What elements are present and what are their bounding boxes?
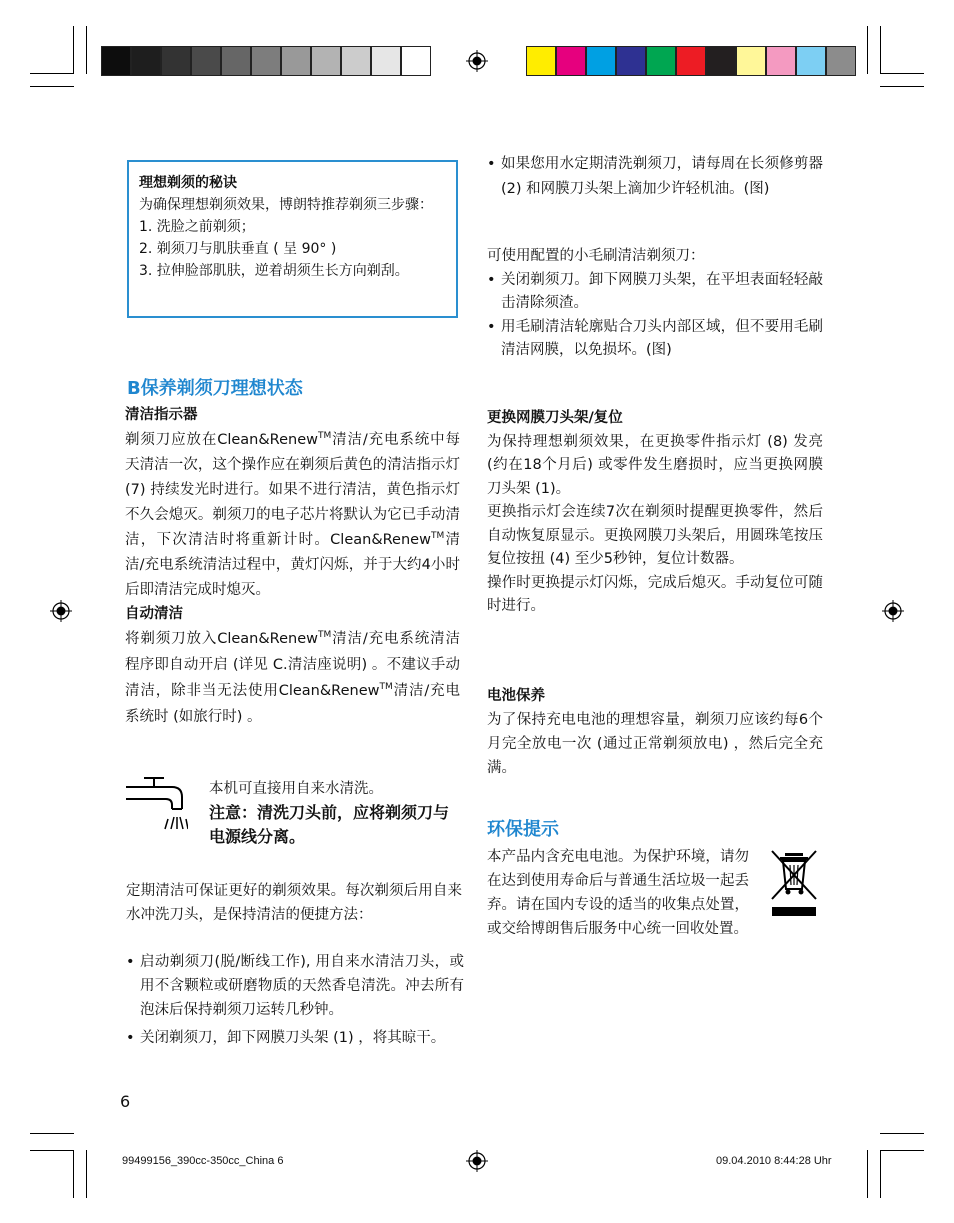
environment-text: 本产品内含充电电池。为保护环境，请勿在达到使用寿命后与普通生活垃圾一起丢弃。请在国内专设的适当的收集点处置，或交给博朗售后服务中心统一回收处置。 [487,849,749,937]
tap-text: 本机可直接用自来水清洗。 [209,781,383,797]
crop-mark [86,1150,87,1198]
color-swatch [131,46,161,76]
brush-intro: 可使用配置的小毛刷清洁剃须刀： [487,248,705,264]
section-heading: 更换网膜刀头架/复位 [487,410,623,426]
color-swatch [586,46,616,76]
crop-mark [86,26,87,74]
color-swatch [281,46,311,76]
color-swatch [556,46,586,76]
paragraph-text: 清洁/充电系统时 (如旅行时) 。 [125,683,460,725]
replace-section [487,407,823,619]
clean-indicator-section [125,404,460,730]
crop-mark [867,1150,868,1198]
water-tap-icon [124,775,188,837]
list-item: • 关闭剃须刀，卸下网膜刀头架 (1) ，将其晾干。 [126,1026,464,1050]
color-swatch [706,46,736,76]
list-item: • 关闭剃须刀。卸下网膜刀头架，在平坦表面轻轻敲击清除须渣。 [487,269,823,316]
crop-mark [73,1150,74,1198]
warning-text: 注意：清洗刀头前，应将剃须刀与电源线分离。 [209,803,450,846]
paragraph-text: 更换指示灯会连续7次在剃须时提醒更换零件，然后自动恢复原显示。更换网膜刀头架后，用圆珠笔按压复位按扭 (4) 至少5秒钟，复位计数器。 [487,504,823,567]
section-title: 环保提示 [487,819,559,840]
brush-section [487,245,823,363]
color-swatch [371,46,401,76]
list-item: • 启动剃须刀(脱/断线工作), 用自来水清洁刀头，或用不含颗粒或研磨物质的天然香皂清洗。冲去所有泡沫后保持剃须刀运转几秒钟。 [126,950,464,1022]
color-swatch [676,46,706,76]
tip-step: 2. 剃须刀与肌肤垂直 ( 呈 90° ) [139,241,337,257]
color-swatch [251,46,281,76]
crop-mark [880,86,924,87]
cleaning-bullet-list [126,950,464,1050]
paragraph-text: 为保持理想剃须效果，在更换零件指示灯 (8) 发亮 (约在18个月后) 或零件发生磨损时，应当更换网膜刀头架 (1)。 [487,433,823,497]
trademark: TM [430,530,445,541]
color-swatch [161,46,191,76]
section-heading: 自动清洁 [125,605,183,622]
color-swatch [191,46,221,76]
color-swatch [101,46,131,76]
crop-mark [30,73,74,74]
list-item: • 用毛刷清洁轮廓贴合刀头内部区域，但不要用毛刷清洁网膜，以免损坏。(图) [487,316,823,363]
section-heading: 电池保养 [487,688,545,704]
registration-mark-icon [882,600,904,622]
crop-mark [880,1150,881,1198]
crop-mark [30,86,74,87]
footer-file-info: 99499156_390cc-350cc_China 6 [122,1155,284,1167]
crop-mark [880,1133,924,1134]
page-number: 6 [120,1092,131,1111]
crop-mark [30,1150,74,1151]
section-title: B保养剃须刀理想状态 [127,378,303,399]
color-swatch [221,46,251,76]
paragraph-text: 操作时更换提示灯闪烁，完成后熄灭。手动复位可随时进行。 [487,574,823,614]
trademark: TM [379,682,393,693]
color-swatch [341,46,371,76]
paragraph-text: 清洁/充电系统清洁程序即自动开启 (详见 C.清洁座说明) 。不建议手动清洁，除非当无法使用Clean&Renew [125,631,460,699]
paragraph-text: 清洁/充电系统中每天清洁一次，这个操作应在剃须后黄色的清洁指示灯 (7) 持续发光时进行。如果不进行清洁，黄色指示灯不久会熄灭。剃须刀的电子芯片将默认为它已手动清洁，下次清洁时将重新计时。Clean&Renew [125,431,460,548]
crop-mark [867,26,868,74]
color-swatch [766,46,796,76]
registration-mark-icon [466,50,488,72]
crop-mark [30,1133,74,1134]
battery-section [487,684,823,780]
crop-mark [880,73,924,74]
list-item [487,152,823,202]
color-swatch [311,46,341,76]
crop-mark [880,26,881,74]
color-swatch [826,46,856,76]
oil-bullet: • 如果您用水定期清洗剃须刀，请每周在长须修剪器 (2) 和网膜刀头架上滴加少许轻机油。(图) [487,152,823,202]
crop-mark [73,26,74,74]
tip-title: 理想剃须的秘诀 [139,175,237,191]
registration-mark-icon [466,1150,488,1172]
color-swatch [401,46,431,76]
color-swatch [796,46,826,76]
paragraph-text: 将剃须刀放入Clean&Renew [125,631,318,647]
color-swatch [736,46,766,76]
crop-mark [880,1150,924,1151]
color-swatch [526,46,556,76]
registration-mark-icon [50,600,72,622]
color-swatch [616,46,646,76]
trademark: TM [318,630,332,641]
tip-step: 3. 拉伸脸部肌肤，逆着胡须生长方向剃刮。 [139,263,409,279]
footer-timestamp: 09.04.2010 8:44:28 Uhr [716,1155,832,1167]
regular-cleaning-text: 定期清洁可保证更好的剃须效果。每次剃须后用自来水冲洗刀头，是保持清洁的便捷方法： [126,883,462,923]
paragraph-text: 剃须刀应放在Clean&Renew [125,431,318,448]
trademark: TM [318,430,332,441]
section-heading: 清洁指示器 [125,407,198,423]
paragraph-text: 为了保持充电电池的理想容量，剃须刀应该约每6个月完全放电一次 (通过正常剃须放电) ，然后完全充满。 [487,712,823,776]
tip-intro: 为确保理想剃须效果，博朗特推荐剃须三步骤： [139,197,433,213]
color-swatch [646,46,676,76]
tip-box [127,160,458,318]
paragraph-text: 清洁/充电系统清洁过程中，黄灯闪烁，并于大约4小时后即清洁完成时熄灭。 [125,531,461,598]
crossed-bin-icon [768,847,820,919]
tip-step: 1. 洗脸之前剃须； [139,219,255,235]
